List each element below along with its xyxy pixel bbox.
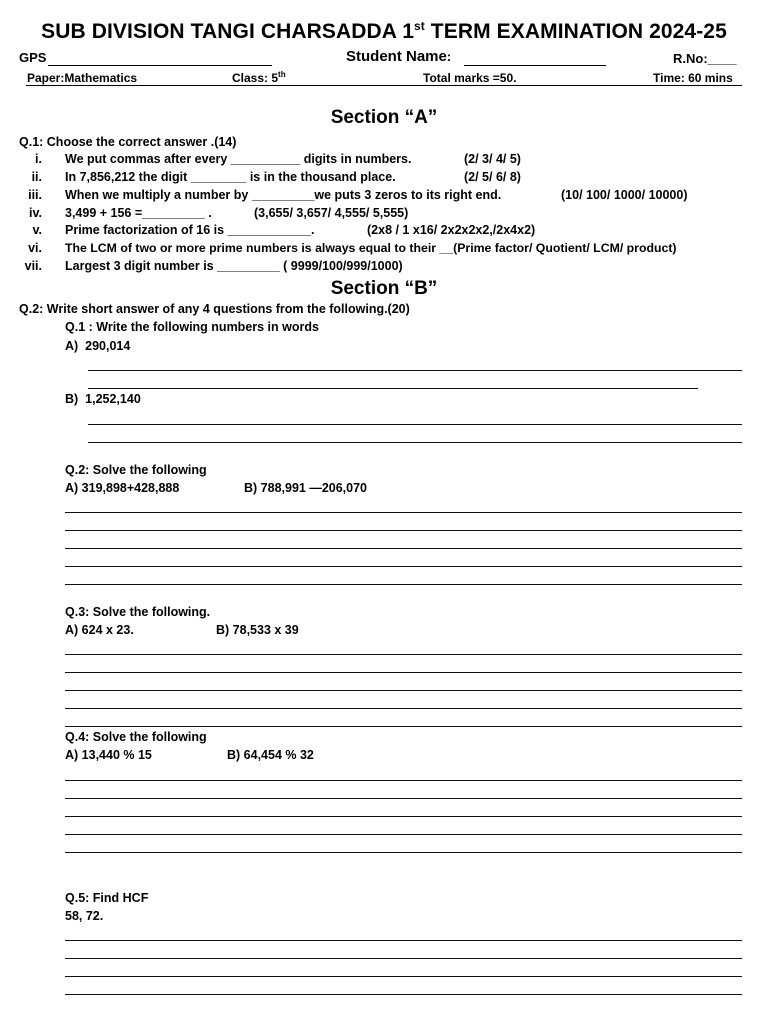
answer-line — [88, 424, 742, 425]
mcq-text: Largest 3 digit number is _________ ( 9999/100/999/1000) — [65, 259, 403, 273]
mcq-text: 3,499 + 156 =_________ . — [65, 206, 212, 220]
subquestion-3-part-a: A) 624 x 23. — [65, 623, 134, 637]
mcq-options: (10/ 100/ 1000/ 10000) — [561, 188, 688, 202]
answer-line — [65, 566, 742, 567]
subquestion-4-title: Q.4: Solve the following — [65, 730, 207, 744]
subquestion-5-title: Q.5: Find HCF — [65, 891, 149, 905]
subquestion-3-part-b: B) 78,533 x 39 — [216, 623, 299, 637]
subquestion-1-title: Q.1 : Write the following numbers in words — [65, 320, 319, 334]
gps-label: GPS — [19, 50, 47, 65]
mcq-text: In 7,856,212 the digit ________ is in the thousand place. — [65, 170, 396, 184]
answer-line — [65, 708, 742, 709]
class-label: Class: 5th — [232, 70, 286, 85]
student-name-blank — [464, 65, 606, 66]
paper-label: Paper:Mathematics — [27, 71, 138, 85]
answer-line — [65, 994, 742, 995]
answer-line — [65, 780, 742, 781]
exam-title: SUB DIVISION TANGI CHARSADDA 1st TERM EXAMINATION 2024-25 — [41, 19, 727, 43]
answer-line — [65, 976, 742, 977]
mcq-options: (3,655/ 3,657/ 4,555/ 5,555) — [254, 206, 409, 220]
mcq-number: v. — [32, 223, 42, 237]
answer-line — [65, 690, 742, 691]
section-a-title: Section “A” — [330, 107, 438, 128]
time-label: Time: 60 mins — [653, 71, 733, 85]
answer-line — [65, 672, 742, 673]
subquestion-1-part-a: A) 290,014 — [65, 339, 131, 353]
section-b-title: Section “B” — [330, 278, 438, 299]
gps-blank — [48, 65, 272, 66]
mcq-options: (2/ 3/ 4/ 5) — [464, 152, 521, 166]
answer-line — [65, 852, 742, 853]
answer-line — [65, 940, 742, 941]
answer-line — [65, 512, 742, 513]
answer-line — [65, 584, 742, 585]
mcq-number: ii. — [31, 170, 42, 184]
question-1-heading: Q.1: Choose the correct answer .(14) — [19, 135, 237, 149]
roll-no-label: R.No:____ — [673, 51, 737, 66]
answer-line — [65, 530, 742, 531]
mcq-text: Prime factorization of 16 is ____________. — [65, 223, 315, 237]
subquestion-4-part-a: A) 13,440 % 15 — [65, 748, 152, 762]
mcq-number: iii. — [28, 188, 42, 202]
student-name-label: Student Name: — [346, 48, 452, 65]
subquestion-4-part-b: B) 64,454 % 32 — [227, 748, 314, 762]
mcq-text: The LCM of two or more prime numbers is always equal to their __(Prime factor/ Quotient/ LCM/ product) — [65, 241, 677, 255]
mcq-number: vi. — [28, 241, 42, 255]
subquestion-1-part-b: B) 1,252,140 — [65, 392, 141, 406]
mcq-options: (2x8 / 1 x16/ 2x2x2x2,/2x4x2) — [367, 223, 536, 237]
answer-line — [65, 726, 742, 727]
answer-line — [65, 958, 742, 959]
answer-line — [65, 834, 742, 835]
subquestion-2-part-a: A) 319,898+428,888 — [65, 481, 180, 495]
answer-line — [88, 370, 742, 371]
mcq-number: i. — [35, 152, 42, 166]
mcq-number: vii. — [24, 259, 42, 273]
mcq-text: We put commas after every __________ digits in numbers. — [65, 152, 412, 166]
answer-line — [65, 816, 742, 817]
answer-line — [88, 442, 742, 443]
answer-line — [88, 388, 698, 389]
header-underline — [26, 85, 742, 86]
mcq-options: (2/ 5/ 6/ 8) — [464, 170, 521, 184]
total-marks-label: Total marks =50. — [423, 71, 517, 85]
subquestion-2-part-b: B) 788,991 —206,070 — [244, 481, 368, 495]
question-2-heading: Q.2: Write short answer of any 4 questions from the following.(20) — [19, 302, 410, 316]
mcq-number: iv. — [29, 206, 42, 220]
subquestion-2-title: Q.2: Solve the following — [65, 463, 207, 477]
answer-line — [65, 548, 742, 549]
answer-line — [65, 654, 742, 655]
subquestion-3-title: Q.3: Solve the following. — [65, 605, 211, 619]
answer-line — [65, 798, 742, 799]
subquestion-5-values: 58, 72. — [65, 909, 104, 923]
mcq-text: When we multiply a number by _________we puts 3 zeros to its right end. — [65, 188, 502, 202]
